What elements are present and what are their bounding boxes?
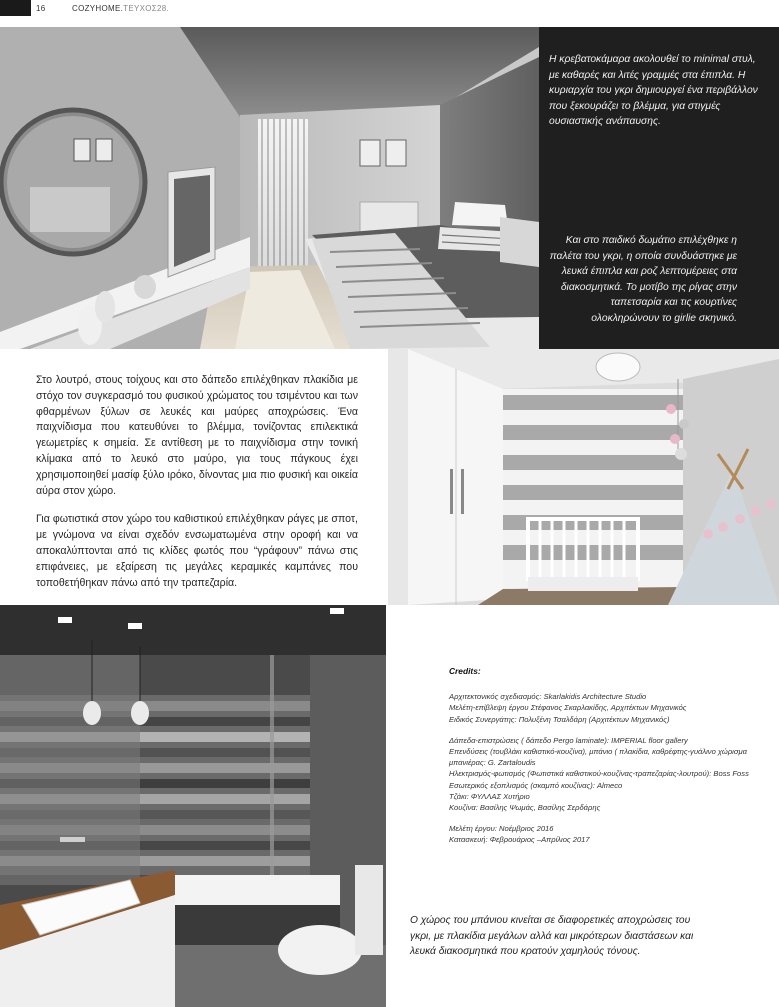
credits-group-dates: [449, 823, 749, 845]
credit-line: Δάπεδα-επιστρώσεις ( δάπεδο Pergo laminate): IMPERIAL floor gallery: [449, 735, 688, 745]
bedroom-photo: [0, 27, 539, 349]
bathroom-photo: [0, 605, 386, 1007]
credit-line: Μελέτη έργου: Νοέμβριος 2016: [449, 824, 554, 834]
kids-room-caption: Και στο παιδικό δωμάτιο επιλέχθηκε η παλέτα του γκρι, η οποία συνδυάστηκε με λευκά έπιπλα και ροζ λεπτομέρειες στα διακοσμητικά. Το μοτίβο της ρίγας στην ταπετσαρία και τις κουρτίνες ολοκληρώνουν το girlie σκηνικό.: [549, 235, 737, 324]
magazine-name: COZYHOME.: [72, 4, 124, 13]
article-paragraph: Για φωτιστικά στον χώρο του καθιστικού επιλέχθηκαν ράγες με σποτ, με γνώμονα να είναι σχεδόν ενσωματωμένα στην οροφή και να αποκαλύπτονται από τις κλίδες φωτός που “γράφουν” πάνω στις επιφάνειες, με εξαίρεση τις μεγάλες κεραμικές καμπάνες που τοποθετήθηκαν πάνω από την τραπεζαρία.: [36, 513, 358, 589]
header-black-bar: [0, 0, 31, 16]
credit-line: Ειδικός Συνεργάτης: Πολυξένη Τσαλδάρη (Αρχιτέκτων Μηχανικός): [449, 714, 670, 724]
credit-line: Μελέτη-επίβλεψη έργου Στέφανος Σκαρλακίδης, Αρχιτέκτων Μηχανικός: [449, 703, 687, 713]
credits-group-design: [449, 691, 749, 725]
magazine-title: [72, 4, 169, 13]
credit-line: Τζάκι: ΦΥΛΛΑΣ Χυτήριο: [449, 791, 530, 801]
credit-line: Κατασκευή: Φεβρουάριος –Απρίλιος 2017: [449, 835, 590, 845]
credit-line: Ηλεκτρισμός-φωτισμός (Φωτιστικά καθιστικού-κουζίνας-τραπεζαρίας-λουτρού): Boss Foss: [449, 769, 749, 779]
article-body: [36, 373, 358, 604]
credit-line: Αρχιτεκτονικός σχεδιασμός: Skarlakidis Architecture Studio: [449, 692, 647, 702]
kids-room-photo: [388, 349, 779, 605]
credit-line: Κουζίνα: Βασίλης Ψωμάς, Βασίλης Σερδάρης: [449, 803, 601, 813]
credits-group-suppliers: [449, 735, 749, 813]
credit-line: Εσωτερικός εξοπλισμός (σκαμπό κουζίνας): Almeco: [449, 780, 623, 790]
kids-room-illustration: [388, 349, 779, 605]
bedroom-caption: Η κρεβατοκάμαρα ακολουθεί το minimal στυλ, με καθαρές και λιτές γραμμές στα έπιπλα. Η κυριαρχία του γκρι δημιουργεί ένα περιβάλλον που ξεκουράζει το βλέμμα, για στιγμές ουσιαστικής ανάπαυσης.: [549, 54, 758, 127]
bathroom-caption: Ο χώρος του μπάνιου κινείται σε διαφορετικές αποχρώσεις του γκρι, με πλακίδια μεγάλων αλλά και μικρότερων διαστάσεων και λευκά διακοσμητικά που κρατούν χαμηλούς τόνους.: [410, 915, 694, 957]
page-number: 16: [36, 4, 46, 13]
issue-label: ΤΕΥΧΟΣ28.: [123, 4, 170, 13]
article-paragraph: Στο λουτρό, στους τοίχους και στο δάπεδο επιλέχθηκαν πλακίδια με στόχο τον συγκερασμό του φυσικού χρώματος του τσιμέντου και των φθαρμένων ξύλων σε λευκές και μαύρες αποχρώσεις. Ένα παιχνίδισμα που κατευθύνει το βλέμμα, τονίζοντας επιλεκτικά γεωμετρίες κ σημεία. Σε αντίθεση με το παιχνίδισμα στην τονική κλίμακα από το λευκό στο μαύρο, για τους πάγκους έχει χρησιμοποιηθεί μασίφ ξύλο ιρόκο, δίνοντας μια πιο φυσική και οικεία αύρα στον χώρο.: [36, 374, 358, 497]
credits-title: Credits:: [449, 666, 481, 676]
credit-line: Επενδύσεις (τουβλάκι καθιστικό-κουζίνα), μπάνιο ( πλακίδια, καθρέφτης-γυάλινο χώρισμα μπανιέρας: G. Zartaloudis: [449, 747, 747, 768]
bedroom-illustration: [0, 27, 539, 349]
credits-block: [449, 666, 749, 856]
bathroom-illustration: [0, 605, 386, 1007]
